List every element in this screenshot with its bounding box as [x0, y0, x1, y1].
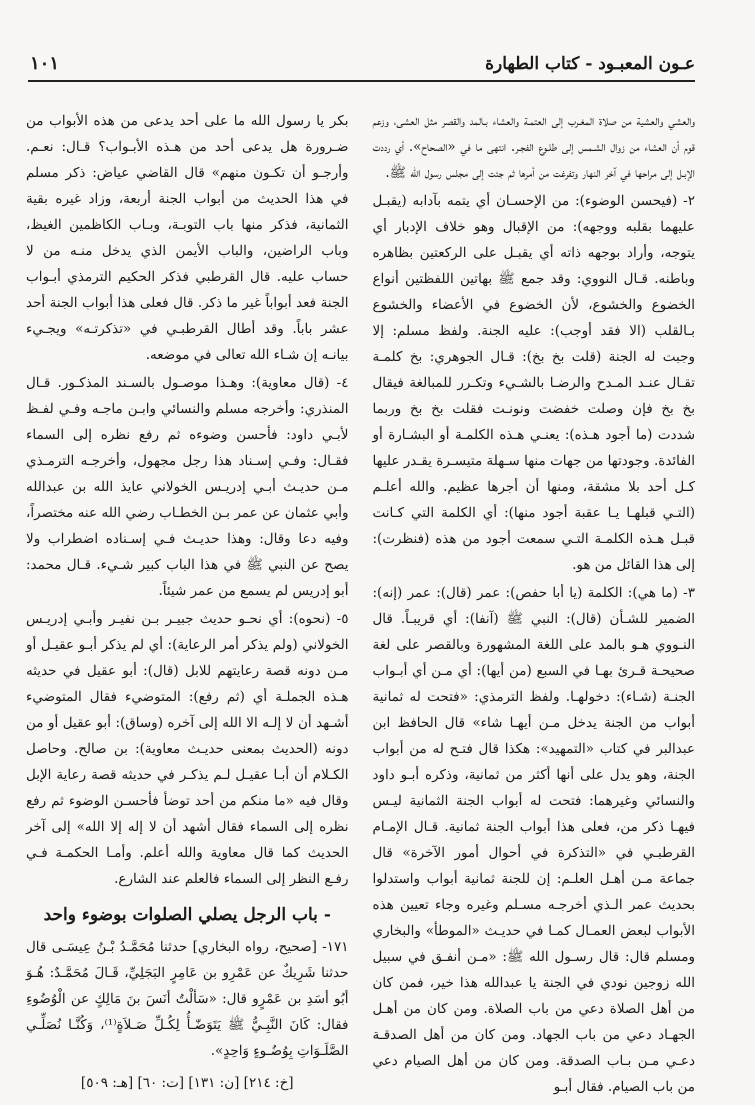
- hadith-references: [خ: ٢١٤] [ن: ١٣١] [ت: ٦٠] [هـ: ٥٠٩]: [80, 1075, 294, 1091]
- running-header: [30, 48, 695, 74]
- paragraph: ٢- (فيحسن الوضوء): من الإحسـان أي يتمه بآدابه (يقبـل عليهما بقلبه ووجهه): من الإقبال وهو خلاف الإدبار أي يتوجه، وأراد بوجهه ذاته أي يقبـل على الركعتين بظاهره وباطنه. قـال النووي: وقد جمع ﷺ بهاتين اللفظتين أنواع الخضوع والخشوع، لأن الخضوع في الأعضاء والخشوع بـالقلب (الا فقد أوجب): عليه الجنة. ولفظ مسلم: إلا وجبت له الجنة (قلت بخ بخ): قـال الجوهري: بخ كلمـة تقـال عنـد المـدح والرضـا بالشـيء وتكـرر للمبالغة فيقال بخ بخ فإن وصلت خفضت ونونـت فقلت بخ بخ وربما شددت (ما أجود هـذه): يعنـي هـذه الكلمـة أو البشـارة أو الفائدة. وجودتها من جهات منها سـهلة متيسـرة يقـدر عليها كـل أحد بلا مشقة، ومنها أن أجرها عظيم. والله أعلـم (التـي قبلهـا يـا عقبة أجود منها): أي الكلمة التي كـانت قبـل هـذه الكلمـة التـي سمعت أجود من هذه (فنظرت): إلى هذا القائل من هو.: [372, 193, 695, 573]
- text-columns: [26, 108, 695, 1095]
- header-rule: [28, 80, 695, 82]
- running-title: عـون المعبـود - كتاب الطهارة: [485, 54, 695, 74]
- left-column: [26, 108, 349, 1091]
- paragraph: ٥- (نحوه): أي نحـو حديث جبيـر بـن نفيـر وأبـي إدريـس الخولاني (ولم يذكر أمر الرعاية): أي لم يذكر أبـو عقيـل أو مـن دونه قصة رعايتهم للابل (قال): أبو عقيل في حديثه هـذه الجملـة أي (ثم رفع): المتوضيء فقال المتوضيء أشـهد أن لا إلـه الا الله إلى آخره (وساق): أبو عقيل أو من دونه (الحديث بمعنى حديـث معاوية): بن صالح. وحاصل الكـلام أن أبـا عقيـل لـم يذكـر في حديثه قصة رعاية الإبل وقال فيه «ما منكم من أحد توضأ فأحسـن الوضوء ثم رفع نظره إلى السماء فقال أشهد أن لا إله إلا الله» إلى آخر الحديث كما قال معاوية والله أعلم. وأمـا الحكمـة فـي رفـع النظر إلى السماء فالعلم عند الشارع.: [26, 611, 349, 887]
- section-heading: - باب الرجل يصلي الصلوات بوضوء واحد: [43, 905, 331, 925]
- right-column: [372, 108, 696, 1095]
- hadith-text: ١٧١- [صحيح، رواه البخاري] حدثنا مُحَمَّـدُ بْـنُ عِيسَـى قال حدثنا شَرِيكٌ عن عَمْرِو بن عَامِرٍ البَجَلِيِّ، قَـالَ مُحَمَّـدٌ: هُـوَ أبُو أسَدِ بن عَمْرٍو قال: «سَألْتُ أنَسَ بنَ مَالِكٍ عن الْوُضُوءِ فقال: كَانَ النَّبِـيُّ ﷺ يَتَوَضّـأُ لِكُـلِّ صَـلاَةٍ⁽¹⁾، وَكُنَّـا نُصَلِّـي الصَّلَـوَاتِ بِوُضُـوءٍ وَاحِدٍ».: [26, 939, 349, 1059]
- paragraph: ٤- (قال معاوية): وهـذا موصـول بالسـند المذكـور. قـال المنذري: وأخرجه مسلم والنسائي وابـن ماجـه وفـي لفـظ لأبـي داود: فأحسن وضوءه ثم رفع نظره إلى السماء فقـال: وفـي إسـناد هذا رجل مجهول، وأخرجـه الترمـذي مـن حديـث أبـي إدريـس الخولاني عايذ الله بن عبدالله وأبي عثمان عن عمر بـن الخطـاب رضي الله عنه مختصراً، وفيه دعا وقال: وهذا حديـث فـي إسـناده اضطراب ولا يصح عن النبي ﷺ في هذا الباب كبير شـيء. قـال محمد: أبو إدريس لم يسمع من عمر شيئاً.: [26, 375, 349, 599]
- paragraph: ٣- (ما هي): الكلمة (يا أبا حفص): عمر (قال): عمر (إنه): الضمير للشـأن (قال): النبي ﷺ (آنفا): أي قريبـاً. قال النـووي هـو بالمد على اللغة المشهورة وبالقصر على لغة صحيحـة قـرئ بهـا في السبع (من أيها): أي مـن أي أبـواب الجنـة (شـاء): دخولهـا. ولفظ الترمذي: «فتحت له ثمانية أبواب من الجنة يدخل مـن أيهـا شاء» قال الحافظ ابن عبدالبر في كتاب «التمهيد»: هكذا قال فتـح له من أبواب الجنة، وهو يدل على أنها أكثر من ثمانية، وذكره أبـو داود والنسائي وغيرهما: فتحت له أبواب الجنة الثمانية ليـس فيهـا ذكر من، فعلى هذا أبواب الجنة ثمانية. قـال الإمـام القرطبـي في «التذكرة في أحوال أمور الآخرة» قال جماعة مـن أهـل العلـم: إن للجنة ثمانية أبواب واستدلوا بحديث عمر الـذي أخرجـه مسـلم وغيره وجاء تعيين هذه الأبواب لبعض العمـال كمـا في حديـث «الموطأ» والبخاري ومسلم قال: قال رسـول الله ﷺ: «مـن أنفـق في سبيل الله زوجين نودي في الجنة يا عبدالله هذا خير، فمن كان من أهل الصلاة دعي من باب الصلاة. ومن كان من أهـل الجهـاد دعي من باب الجهاد. ومن كان من أهل الصدقـة دعـي مـن بـاب الصدقة. ومن كان من أهل الصيام دعي من باب الصيام. فقال أبـو: [372, 585, 695, 1095]
- paragraph: بكر يا رسول الله ما على أحد يدعى من هذه الأبواب من ضـرورة هل يدعى أحد من هـذه الأبـواب؟ قـال: نعـم. وأرجـو أن تكـون منهم» قال القاضي عياض: ذكر مسلم في هذا الحديث من أبواب الجنة أربعة، وزاد غيره بقية الثمانية، فذكر منها باب التوبـة، وبـاب الكاظمين الغيظ، وباب الراضين، والباب الأيمن الذي يدخل منـه من لا حساب عليه. قال القرطبي فذكر الحكيم الترمذي أبـواب الجنة فعد أبواباً غير ما ذكر. قال فعلى هذا أبواب الجنة أحد عشر باباً. وقد أطال القرطبـي في «تذكرتـه» ويجـيء بيانـه إن شـاء الله تعالى في موضعه.: [26, 113, 349, 363]
- paragraph: والعشي والعشية من صلاة المغـرب إلى العتمـة والعشاء بـالمد والقصر مثل العشى، وزعم قوم أن العشاء من زوال الشـمس إلى طلـوع الفجـر. انتهى ما في «الصحاح». أي رددت الإبـل إلى مراحها في آخر النهار وتفرغت من أمرها ثم جئت إلى مجلس رسول الله ﷺ.: [372, 113, 695, 181]
- page-number: ١٠١: [30, 53, 60, 74]
